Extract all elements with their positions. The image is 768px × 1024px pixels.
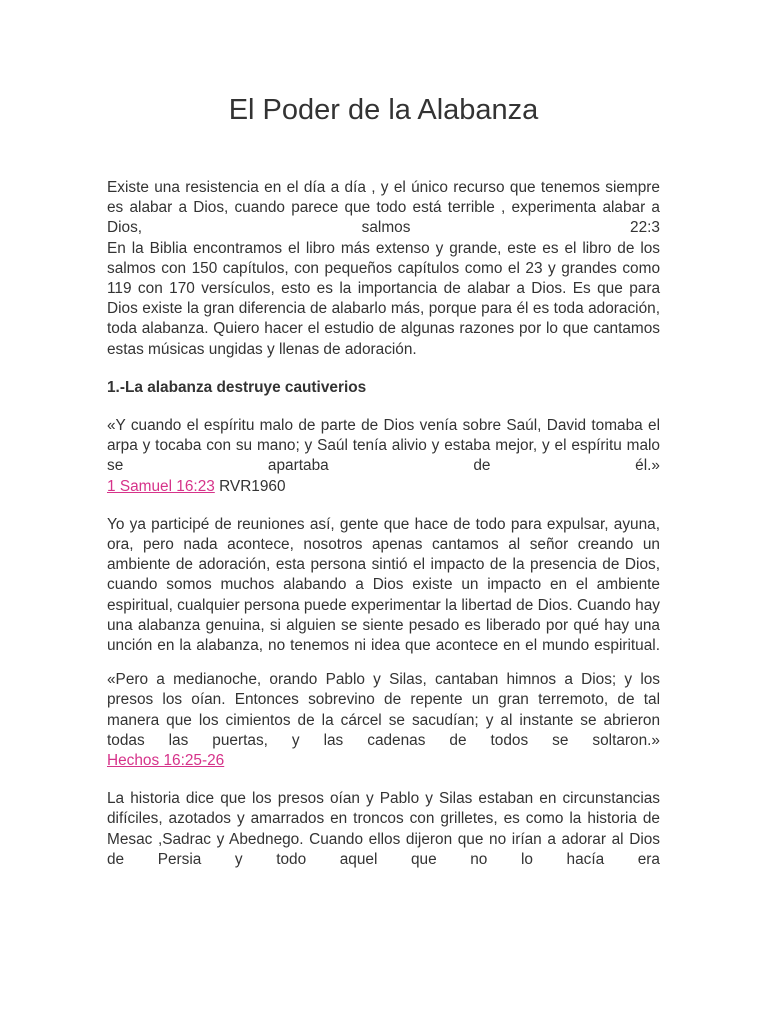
reference-version: RVR1960 bbox=[214, 477, 286, 495]
paragraph-intro-line1: Existe una resistencia en el día a día , y el único recurso que tenemos siempre es alabar a Dios, cuando parece que todo está terrible , experimenta alabar a Dios, salmos 22:3 bbox=[107, 179, 660, 237]
paragraph-history: La historia dice que los presos oían y Pablo y Silas estaban en circunstancias difíciles, azotados y amarrados en troncos con grilletes, es como la historia de Mesac ,Sadrac y Abednego. Cuando ellos dijeron que no irían a adorar al Dios de Persia y todo aquel que no lo hacía era bbox=[107, 790, 660, 868]
paragraph-intro: En la Biblia encontramos el libro más extenso y grande, este es el libro de los salmos con 150 capítulos, con pequeños capítulos como el 23 y grandes como 119 con 170 versículos, esto es la importancia de alabar a Dios. Es que para Dios existe la gran diferencia de alabarlo más, porque para él es toda adoración, toda alabanza. Quiero hacer el estudio de algunas razones por lo que cantamos estas músicas ungidas y llenas de adoración. bbox=[107, 239, 660, 358]
bible-quote-1: «Y cuando el espíritu malo de parte de Dios venía sobre Saúl, David tomaba el arpa y tocaba con su mano; y Saúl tenía alivio y estaba mejor, y el espíritu malo se apartaba de él.» bbox=[107, 417, 660, 475]
reference-link-hechos[interactable]: Hechos 16:25-26 bbox=[107, 752, 225, 770]
paragraph-reflection: Yo ya participé de reuniones así, gente que hace de todo para expulsar, ayuna, ora, pero nada acontece, nosotros apenas cantamos al señor creando un ambiente de adoración, esta persona sintió el impacto de la presencia de Dios, cuando somos muchos alabando a Dios existe un impacto en el ambiente espiritual, cualquier persona puede experimentar la libertad de Dios. Cuando hay una alabanza genuina, si alguien se siente pesado es liberado por qué hay una unción en la alabanza, no tenemos ni idea que acontece en el mundo espiritual. bbox=[107, 515, 660, 655]
section-heading-1: 1.-La alabanza destruye cautiverios bbox=[107, 378, 367, 396]
document-body bbox=[107, 178, 660, 870]
bible-reference-1 bbox=[107, 477, 660, 497]
reference-link-1-samuel[interactable]: 1 Samuel 16:23 bbox=[107, 477, 215, 495]
bible-quote-2: «Pero a medianoche, orando Pablo y Silas, cantaban himnos a Dios; y los presos los oían. Entonces sobrevino de repente un gran terremoto, de tal manera que los cimientos de la cárcel se sacudían; y al instante se abrieron todas las puertas, y las cadenas de todos se soltaron.» bbox=[107, 671, 660, 749]
document-title: El Poder de la Alabanza bbox=[228, 94, 539, 126]
bible-reference-2 bbox=[107, 751, 660, 771]
